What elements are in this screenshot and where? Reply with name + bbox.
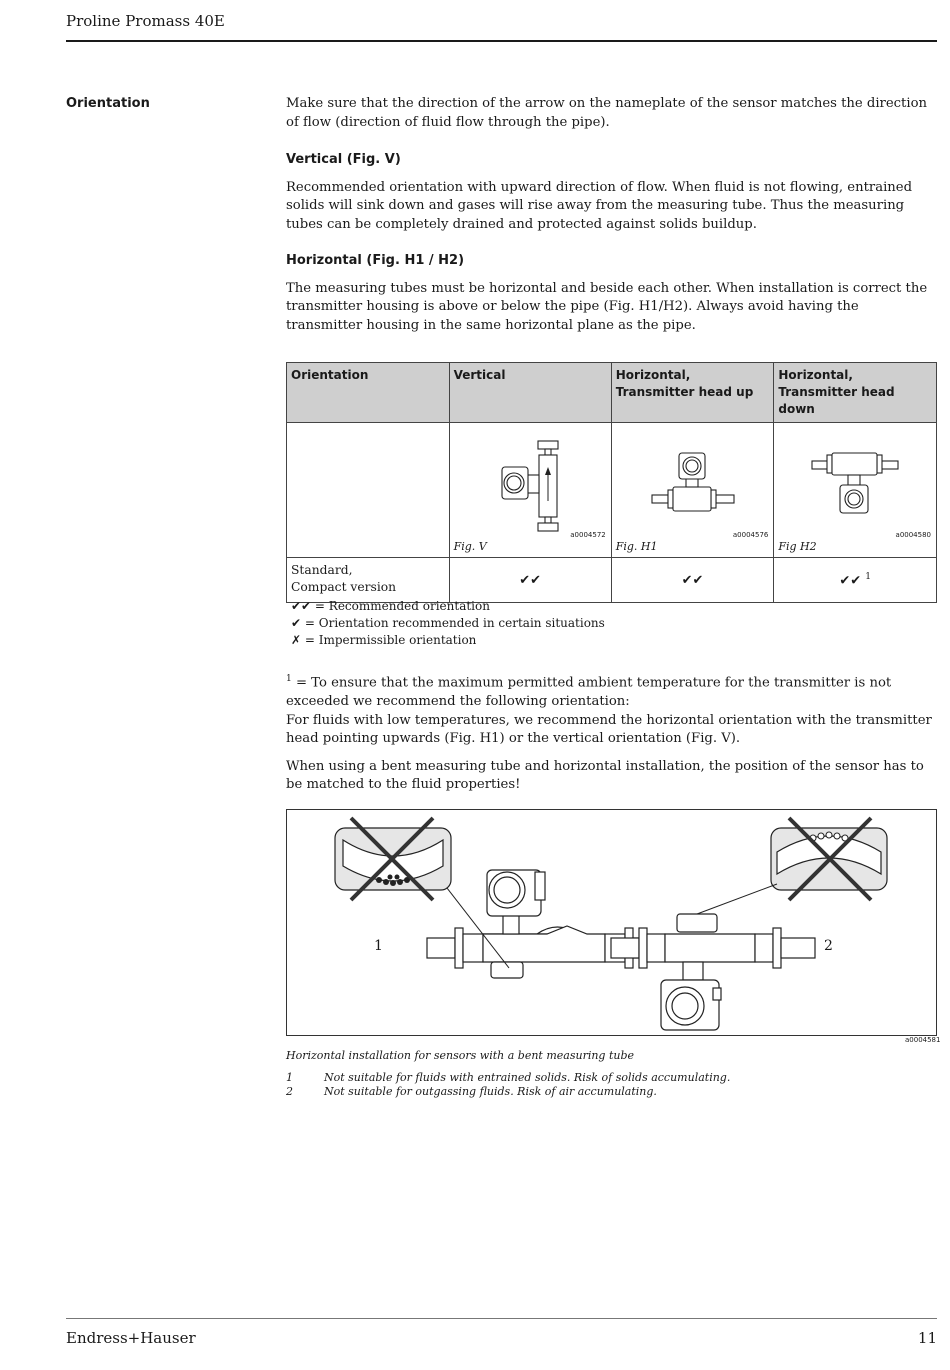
footnote-paragraph (286, 670, 938, 712)
header-rule (66, 40, 937, 42)
row-label-standard: Standard, Compact version (287, 558, 450, 603)
intro-block (286, 95, 938, 132)
legend-item: ✔✔ = Recommended orientation (291, 599, 490, 613)
section-label: Orientation (66, 96, 150, 111)
header-orientation: Orientation (287, 363, 450, 423)
footer-rule (66, 1318, 937, 1319)
footnote-text-1: = To ensure that the maximum permitted ambient temperature for the transmitter is not exceeded we recommend the following orientation: (286, 675, 892, 709)
horizontal-paragraph: The measuring tubes must be horizontal and beside each other. When installation is correct the transmitter housing is above or below the pipe (Fig. H1/H2). Always avoid having the transmitter housing in the same horizontal plane as the pipe. (286, 280, 928, 333)
vertical-heading: Vertical (Fig. V) (286, 152, 401, 167)
horizontal-block (286, 252, 938, 335)
figure-note (286, 1085, 730, 1099)
figure-note-number: 1 (286, 1071, 293, 1084)
footnote-block (286, 670, 938, 795)
horizontal-heading: Horizontal (Fig. H1 / H2) (286, 253, 465, 268)
fig-h2-cell (774, 423, 937, 558)
page-number: 11 (917, 1329, 937, 1347)
vertical-block (286, 151, 938, 234)
header-head-down: Horizontal, Transmitter head down (774, 363, 937, 423)
check-footnote-marker: 1 (865, 571, 872, 582)
orientation-table-wrapper (286, 362, 937, 603)
check-vertical: ✔✔ (449, 558, 611, 603)
figure-code: a0004581 (905, 1036, 941, 1044)
orientation-table (286, 362, 937, 603)
empty-fig-cell (287, 423, 450, 558)
legend-item: ✔ = Orientation recommended in certain situations (291, 616, 605, 630)
fig-v-cell (449, 423, 611, 558)
check-head-up: ✔✔ (611, 558, 774, 603)
vertical-paragraph: Recommended orientation with upward direction of flow. When fluid is not flowing, entrained solids will sink down and gases will rise away from the measuring tube. Thus the measuring tubes can be completely drained and protected against solids buildup. (286, 179, 913, 232)
intro-paragraph: Make sure that the direction of the arrow on the nameplate of the sensor matches the direction of flow (direction of fluid flow through the pipe). (286, 96, 928, 130)
header-head-up: Horizontal, Transmitter head up (611, 363, 774, 423)
figure-note-text: Not suitable for outgassing fluids. Risk of air accumulating. (324, 1085, 657, 1098)
fig-h1-cell (611, 423, 774, 558)
bent-tube-paragraph: When using a bent measuring tube and horizontal installation, the position of the sensor has to be matched to the fluid properties! (286, 758, 924, 793)
header-vertical: Vertical (449, 363, 611, 423)
figure-notes (286, 1071, 730, 1099)
figure-label-2: 2 (824, 938, 833, 954)
page-header-title: Proline Promass 40E (66, 12, 225, 30)
footnote-marker: 1 (286, 674, 292, 684)
fig-h2-label: Fig H2 (778, 540, 817, 553)
footnote-text-2: For fluids with low temperatures, we recommend the horizontal orientation with the transmitter head pointing upwards (Fig. H1) or the vertical orientation (Fig. V). (286, 712, 932, 747)
footer-brand: Endress+Hauser (66, 1329, 196, 1347)
bent-tube-illustration (287, 810, 936, 1035)
fig-h2-code: a0004580 (895, 531, 931, 539)
figure-label-1: 1 (374, 938, 383, 954)
legend-item: ✗ = Impermissible orientation (291, 633, 477, 647)
figure-note-text: Not suitable for fluids with entrained solids. Risk of solids accumulating. (324, 1071, 731, 1084)
legend (291, 598, 605, 649)
figure-note (286, 1071, 730, 1085)
fig-h1-label: Fig. H1 (615, 540, 658, 553)
bent-tube-figure (286, 809, 937, 1036)
figure-note-number: 2 (286, 1085, 293, 1098)
fig-h1-code: a0004576 (732, 531, 769, 539)
fig-v-code: a0004572 (570, 531, 606, 539)
check-head-down: ✔✔ (839, 573, 862, 589)
fig-v-label: Fig. V (453, 540, 487, 553)
figure-caption: Horizontal installation for sensors with a bent measuring tube (286, 1049, 635, 1062)
